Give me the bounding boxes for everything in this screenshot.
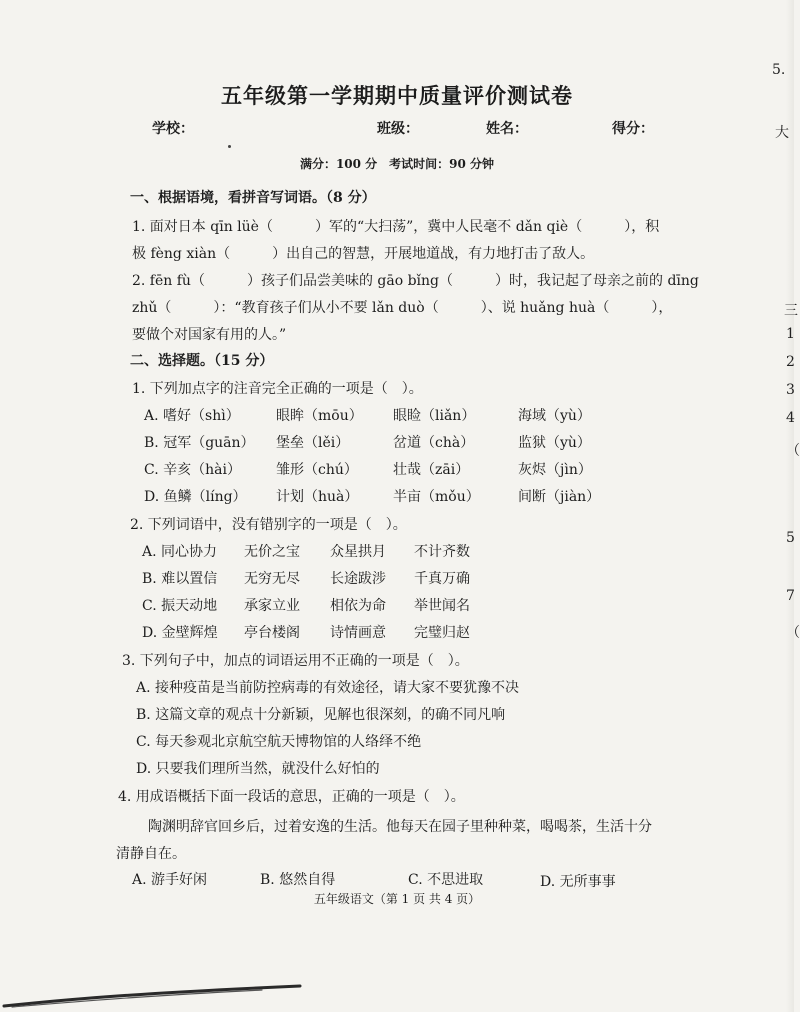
q1-option: 堡垒（lěi） <box>276 435 350 451</box>
adjacent-page-number: 5. <box>772 62 786 78</box>
school-field-label: 学校： <box>152 121 194 137</box>
q1-option: D. 鱼鳞（líng） <box>144 489 247 505</box>
ink-speck <box>228 145 231 148</box>
q1-option: C. 辛亥（hài） <box>144 462 241 478</box>
question-4-stem: 4. 用成语概括下面一段话的意思，正确的一项是（ ）。 <box>118 789 465 805</box>
q4-passage: 清静自在。 <box>116 846 186 862</box>
q2-option: 不计齐数 <box>414 544 470 560</box>
q2-option: 相依为命 <box>330 598 386 614</box>
section-1-heading: 一、根据语境，看拼音写词语。（8 分） <box>130 190 376 206</box>
q2-option: 无价之宝 <box>244 544 300 560</box>
q2-option: A. 同心协力 <box>142 544 218 560</box>
q1-option: B. 冠军（guān） <box>144 435 255 451</box>
exam-meta: 满分：100 分 考试时间：90 分钟 <box>299 157 495 171</box>
q1-option: 眼眸（mōu） <box>276 408 363 424</box>
section-2-heading: 二、选择题。（15 分） <box>130 353 274 369</box>
adjacent-page-glyph: 三 <box>784 303 798 319</box>
adjacent-page-glyph: 7 <box>786 588 795 604</box>
q2-option: 无穷无尽 <box>244 571 300 587</box>
section-1-line: 2. fēn fù（ ）孩子们品尝美味的 gāo bǐng（ ）时，我记起了母亲之前的 dīng <box>132 273 699 289</box>
q3-option: C. 每天参观北京航空航天博物馆的人络绎不绝 <box>136 734 422 750</box>
section-1-line: zhǔ（ ）：“教育孩子们从小不要 lǎn duò（ ）、说 huǎng huà（ ）， <box>132 300 673 316</box>
adjacent-page-glyph: （ <box>786 443 800 459</box>
q1-option: 岔道（chà） <box>393 435 475 451</box>
adjacent-page-edge <box>786 0 794 1012</box>
section-1-line: 要做个对国家有用的人。” <box>132 327 287 343</box>
q4-option: A. 游手好闲 <box>132 872 208 888</box>
q1-option: 壮哉（zāi） <box>393 462 470 478</box>
q1-option: 监狱（yù） <box>518 435 591 451</box>
score-field-label: 得分： <box>612 121 654 137</box>
section-1-line: 1. 面对日本 qīn lüè（ ）军的“大扫荡”，冀中人民毫不 dǎn qiè（ ），积 <box>132 219 660 235</box>
q3-option: D. 只要我们理所当然，就没什么好怕的 <box>136 761 380 777</box>
q3-option: B. 这篇文章的观点十分新颖，见解也很深刻，的确不同凡响 <box>136 707 506 723</box>
adjacent-page-char: 大 <box>775 125 789 141</box>
q4-option: C. 不思进取 <box>408 872 484 888</box>
q3-option: A. 接种疫苗是当前防控病毒的有效途径，请大家不要犹豫不决 <box>136 680 520 696</box>
q1-option: 间断（jiàn） <box>518 489 601 505</box>
q2-option: 完璧归赵 <box>414 625 470 641</box>
q2-option: B. 难以置信 <box>142 571 218 587</box>
adjacent-page-glyph: 3 <box>786 382 795 398</box>
q2-option: 长途跋涉 <box>330 571 386 587</box>
question-3-stem: 3. 下列句子中，加点的词语运用不正确的一项是（ ）。 <box>122 653 469 669</box>
q4-option: D. 无所事事 <box>540 874 616 890</box>
q2-option: 众星拱月 <box>330 544 386 560</box>
q4-passage: 陶渊明辞官回乡后，过着安逸的生活。他每天在园子里种种菜，喝喝茶，生活十分 <box>148 819 652 835</box>
scan-smudge <box>2 984 302 1010</box>
q2-option: 亭台楼阁 <box>244 625 300 641</box>
q1-option: 半亩（mǒu） <box>393 489 480 505</box>
section-1-line: 极 fèng xiàn（ ）出自己的智慧，开展地道战，有力地打击了敌人。 <box>132 246 595 262</box>
q1-option: 眼睑（liǎn） <box>393 408 476 424</box>
q2-option: 承家立业 <box>244 598 300 614</box>
adjacent-page-glyph: （ <box>786 625 800 641</box>
q2-option: 举世闻名 <box>414 598 470 614</box>
class-field-label: 班级： <box>377 121 419 137</box>
q1-option: A. 嗜好（shì） <box>144 408 240 424</box>
q2-option: C. 振天动地 <box>142 598 218 614</box>
page-footer: 五年级语文（第 1 页 共 4 页） <box>313 892 481 906</box>
question-1-stem: 1. 下列加点字的注音完全正确的一项是（ ）。 <box>132 381 423 397</box>
q1-option: 灰烬（jìn） <box>518 462 592 478</box>
q2-option: D. 金壁辉煌 <box>142 625 218 641</box>
adjacent-page-glyph: 5 <box>786 530 795 546</box>
name-field-label: 姓名： <box>486 121 528 137</box>
q1-option: 计划（huà） <box>276 489 359 505</box>
question-2-stem: 2. 下列词语中，没有错别字的一项是（ ）。 <box>130 517 407 533</box>
q4-option: B. 悠然自得 <box>260 872 336 888</box>
q1-option: 雏形（chú） <box>276 462 358 478</box>
adjacent-page-glyph: 2 <box>786 354 795 370</box>
adjacent-page-glyph: 1 <box>786 326 795 342</box>
q2-option: 千真万确 <box>414 571 470 587</box>
exam-title: 五年级第一学期期中质量评价测试卷 <box>221 83 573 108</box>
q1-option: 海域（yù） <box>518 408 591 424</box>
adjacent-page-glyph: 4 <box>786 410 795 426</box>
q2-option: 诗情画意 <box>330 625 386 641</box>
